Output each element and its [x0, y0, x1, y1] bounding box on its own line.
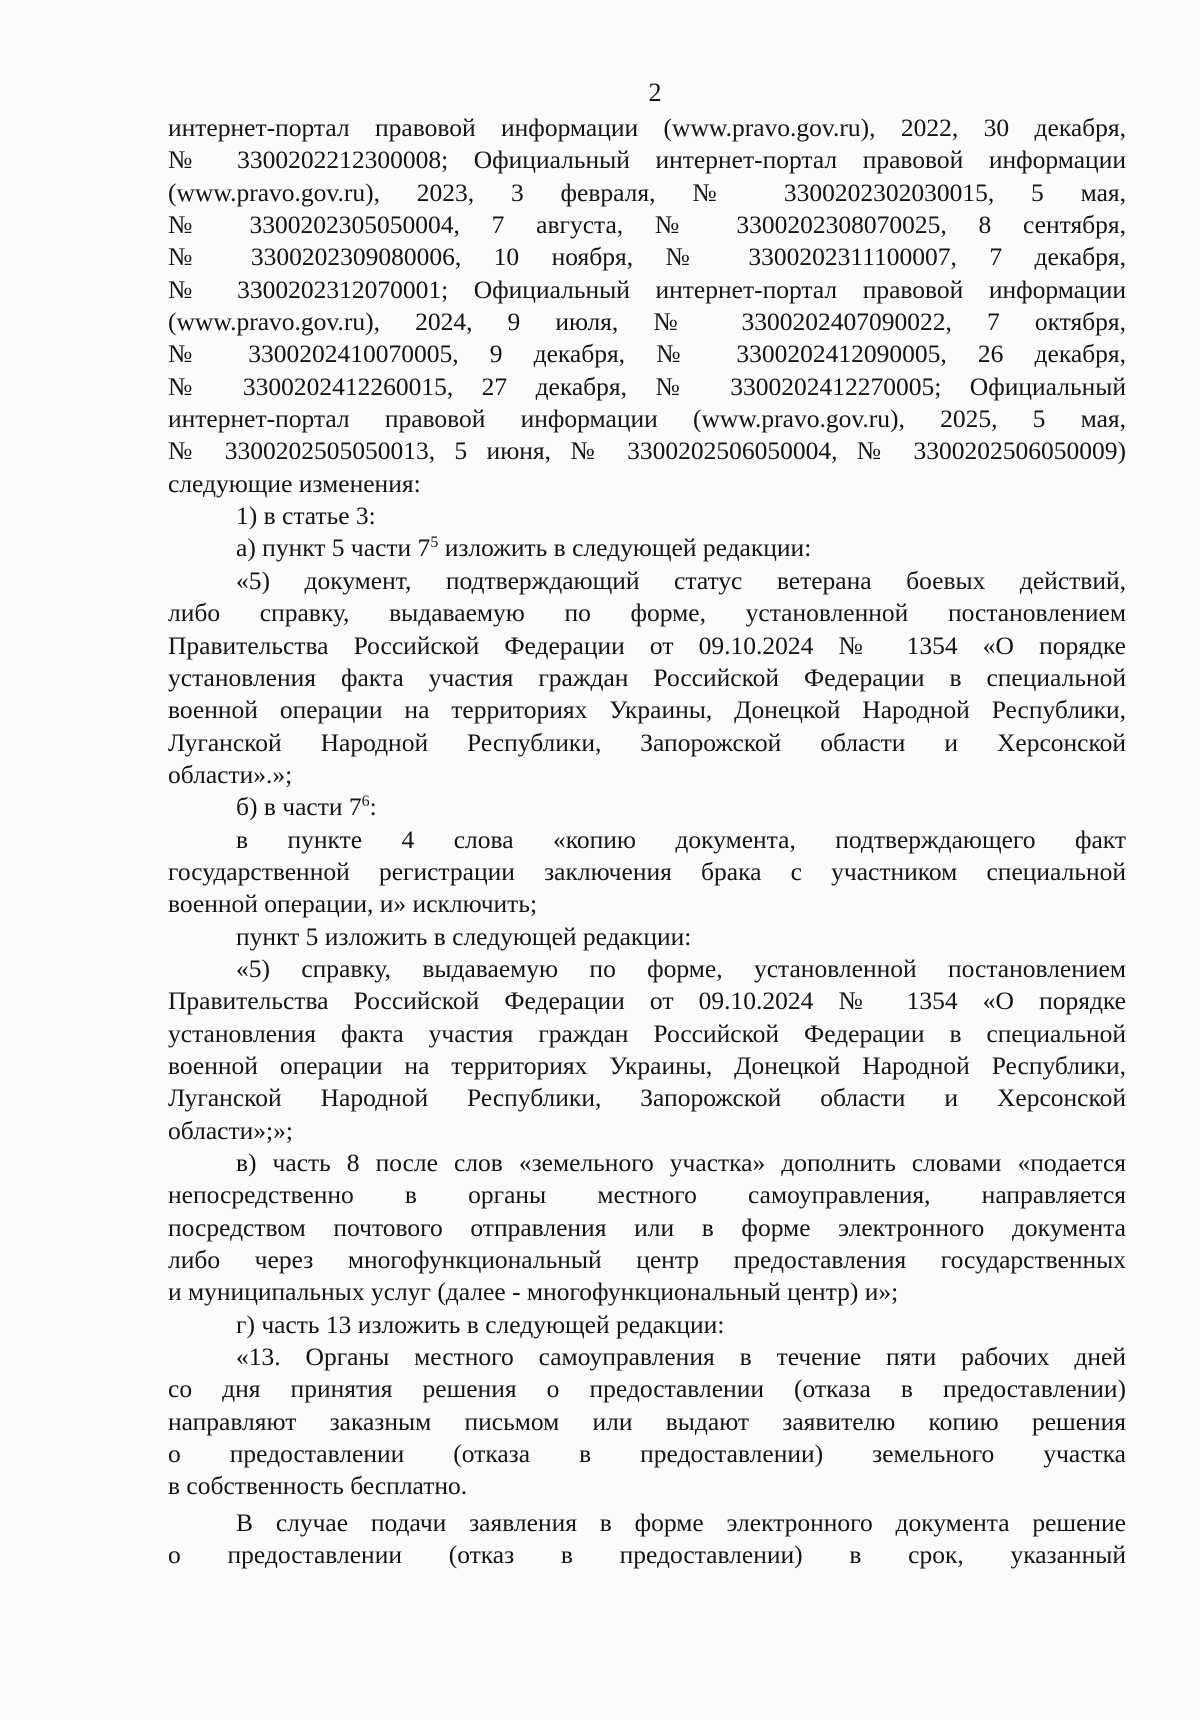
line-text: № 3300202412260015, 27 декабря, № 3300202412270005; Официальный: [168, 371, 1126, 401]
text-line: [168, 1212, 1126, 1244]
superscript: 6: [361, 793, 370, 811]
text-line: [168, 759, 1126, 791]
text-line: [168, 1507, 1126, 1539]
line-text: № 3300202309080006, 10 ноября, № 3300202311100007, 7 декабря,: [168, 242, 1126, 272]
line-text: военной операции на территориях Украины, Донецкой Народной Республики,: [168, 695, 1126, 725]
text-line: [168, 1438, 1126, 1470]
line-text: следующие изменения:: [168, 468, 421, 498]
text-line: [168, 1179, 1126, 1211]
line-text: интернет-портал правовой информации (www.pravo.gov.ru), 2022, 30 декабря,: [168, 113, 1126, 142]
line-text: военной операции на территориях Украины, Донецкой Народной Республики,: [168, 1050, 1126, 1080]
text-line: [168, 1406, 1126, 1438]
text-line: [168, 435, 1126, 467]
text-line: [168, 727, 1126, 759]
text-line: [168, 1470, 1126, 1502]
line-text: военной операции, и» исключить;: [168, 889, 538, 919]
line-text: направляют заказным письмом или выдают заявителю копию решения: [168, 1406, 1126, 1436]
line-text: государственной регистрации заключения брака с участником специальной: [168, 856, 1126, 886]
line-text: Луганской Народной Республики, Запорожской области и Херсонской: [168, 1083, 1126, 1113]
line-text: непосредственно в органы местного самоуправления, направляется: [168, 1180, 1126, 1210]
line-text: (www.pravo.gov.ru), 2023, 3 февраля, № 3300202302030015, 5 мая,: [168, 177, 1126, 207]
text-line: [168, 597, 1126, 629]
document-body: [168, 112, 1126, 1571]
line-text: г) часть 13 изложить в следующей редакции:: [236, 1309, 725, 1339]
line-text: либо через многофункциональный центр предоставления государственных: [168, 1245, 1126, 1275]
line-text: «5) документ, подтверждающий статус ветерана боевых действий,: [236, 565, 1126, 595]
line-text-after: :: [369, 792, 377, 822]
line-text: либо справку, выдаваемую по форме, установленной постановлением: [168, 598, 1126, 628]
line-text: в пункте 4 слова «копию документа, подтверждающего факт: [236, 824, 1126, 854]
line-text: установления факта участия граждан Российской Федерации в специальной: [168, 1018, 1126, 1048]
line-text: № 3300202410070005, 9 декабря, № 3300202412090005, 26 декабря,: [168, 339, 1126, 369]
line-text: в собственность бесплатно.: [168, 1471, 468, 1501]
text-line: [168, 1276, 1126, 1308]
text-line: [168, 306, 1126, 338]
line-text: и муниципальных услуг (далее - многофункциональный центр) и»;: [168, 1277, 899, 1307]
line-text: № 3300202312070001; Официальный интернет-портал правовой информации: [168, 274, 1126, 304]
text-line: [168, 1309, 1126, 1341]
line-text: со дня принятия решения о предоставлении (отказа в предоставлении): [168, 1374, 1126, 1404]
line-text: (www.pravo.gov.ru), 2024, 9 июля, № 3300202407090022, 7 октября,: [168, 307, 1126, 337]
line-text: области».»;: [168, 759, 293, 789]
text-line: [168, 338, 1126, 370]
line-text: а) пункт 5 части 7: [236, 533, 431, 563]
line-text-after: изложить в следующей редакции:: [438, 533, 812, 563]
line-text: области»;»;: [168, 1115, 293, 1145]
text-line: [168, 985, 1126, 1017]
text-line: [168, 1115, 1126, 1147]
line-text: о предоставлении (отказ в предоставлении) в срок, указанный: [168, 1540, 1126, 1570]
text-line: [168, 1373, 1126, 1405]
line-text: «5) справку, выдаваемую по форме, установленной постановлением: [236, 953, 1126, 983]
line-text: № 3300202212300008; Официальный интернет-портал правовой информации: [168, 145, 1126, 175]
text-line: [168, 500, 1126, 532]
text-line: [168, 1341, 1126, 1373]
line-text: Луганской Народной Республики, Запорожской области и Херсонской: [168, 727, 1126, 757]
text-line: [168, 791, 1126, 823]
text-line: [168, 565, 1126, 597]
line-text: В случае подачи заявления в форме электронного документа решение: [236, 1507, 1126, 1537]
text-line: [168, 662, 1126, 694]
text-line: [168, 532, 1126, 564]
text-line: [168, 921, 1126, 953]
text-line: [168, 1244, 1126, 1276]
text-line: [168, 1147, 1126, 1179]
text-line: [168, 1018, 1126, 1050]
line-text: 1) в статье 3:: [236, 501, 376, 531]
line-text: № 3300202505050013, 5 июня, № 3300202506050004, № 3300202506050009): [168, 436, 1126, 466]
text-line: [168, 274, 1126, 306]
text-line: [168, 953, 1126, 985]
text-line: [168, 144, 1126, 176]
line-text: о предоставлении (отказа в предоставлении) земельного участка: [168, 1439, 1126, 1469]
text-line: [168, 403, 1126, 435]
text-line: [168, 694, 1126, 726]
superscript: 5: [430, 534, 439, 552]
line-text: посредством почтового отправления или в форме электронного документа: [168, 1212, 1126, 1242]
text-line: [168, 112, 1126, 144]
page-number: 2: [648, 78, 662, 107]
line-text: Правительства Российской Федерации от 09.10.2024 № 1354 «О порядке: [168, 630, 1126, 660]
line-text: в) часть 8 после слов «земельного участка» дополнить словами «подается: [236, 1148, 1126, 1177]
text-line: [168, 856, 1126, 888]
text-line: [168, 1082, 1126, 1114]
line-text: установления факта участия граждан Российской Федерации в специальной: [168, 662, 1126, 692]
line-text: б) в части 7: [236, 792, 362, 822]
line-text: № 3300202305050004, 7 августа, № 3300202308070025, 8 сентября,: [168, 210, 1126, 240]
line-text: пункт 5 изложить в следующей редакции:: [236, 921, 692, 951]
text-line: [168, 177, 1126, 209]
text-line: [168, 824, 1126, 856]
line-text: Правительства Российской Федерации от 09.10.2024 № 1354 «О порядке: [168, 986, 1126, 1016]
text-line: [168, 209, 1126, 241]
text-line: [168, 1050, 1126, 1082]
text-line: [168, 1539, 1126, 1571]
text-line: [168, 630, 1126, 662]
text-line: [168, 241, 1126, 273]
line-text: «13. Органы местного самоуправления в течение пяти рабочих дней: [236, 1342, 1126, 1372]
text-line: [168, 371, 1126, 403]
line-text: интернет-портал правовой информации (www.pravo.gov.ru), 2025, 5 мая,: [168, 404, 1126, 434]
text-line: [168, 468, 1126, 500]
text-line: [168, 888, 1126, 920]
